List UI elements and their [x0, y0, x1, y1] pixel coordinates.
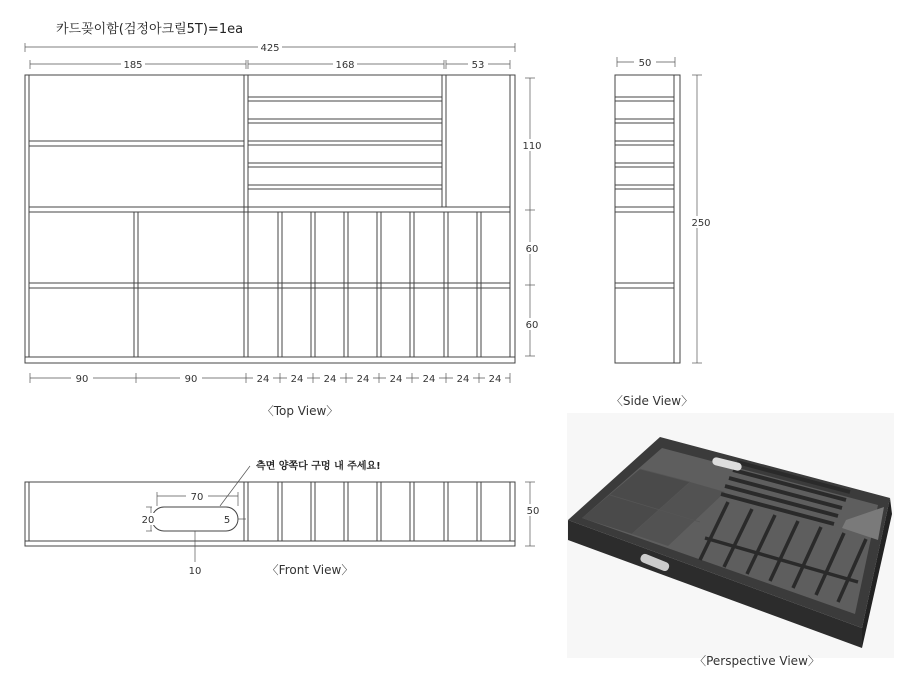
- small-compartment-dividers: [278, 212, 481, 357]
- height-label-3: 60: [525, 320, 539, 331]
- dim-slot-height: [139, 507, 157, 531]
- bottom-width-label-3: 24: [256, 374, 270, 385]
- side-height-label: 250: [691, 218, 711, 229]
- dim-bottom-widths: [30, 372, 510, 385]
- bottom-width-label-4: 24: [290, 374, 304, 385]
- bottom-width-label-5: 24: [323, 374, 337, 385]
- bottom-width-label-8: 24: [422, 374, 436, 385]
- dim-top-widths: [30, 58, 510, 71]
- slot-edge-label: 5: [223, 515, 231, 526]
- drawing-title: 카드꽂이함(검정아크릴5T)=1ea: [56, 22, 244, 37]
- side-view-outline: [615, 75, 680, 363]
- perspective-view-caption: 〈Perspective View〉: [694, 654, 820, 668]
- dim-slot-bottom: [189, 531, 202, 577]
- slot-length-label: 70: [190, 492, 204, 503]
- dim-heights: [521, 78, 543, 356]
- dim-slot-edge: [224, 515, 246, 526]
- bottom-width-label-9: 24: [456, 374, 470, 385]
- slot-bottom-label: 10: [188, 566, 202, 577]
- card-slot-shelves: [248, 97, 442, 189]
- front-height-label: 50: [526, 506, 540, 517]
- front-view: [25, 459, 543, 577]
- bottom-width-label-7: 24: [389, 374, 403, 385]
- width-label-2: 168: [335, 60, 355, 71]
- width-label-3: 53: [471, 60, 485, 71]
- height-label-1: 110: [522, 141, 542, 152]
- side-width-label: 50: [638, 58, 652, 69]
- width-label-1: 185: [123, 60, 143, 71]
- top-view: [25, 41, 543, 418]
- bottom-width-label-2: 90: [184, 374, 198, 385]
- bottom-width-label-6: 24: [356, 374, 370, 385]
- overall-width-label: 425: [260, 43, 280, 54]
- note-text: 측면 양쪽다 구멍 내 주세요!: [256, 461, 381, 472]
- slot-height-label: 20: [141, 515, 155, 526]
- perspective-view: [567, 413, 894, 668]
- dim-overall-width: [25, 41, 515, 54]
- height-label-2: 60: [525, 244, 539, 255]
- side-view-caption: 〈Side View〉: [610, 394, 694, 408]
- side-view: [611, 56, 711, 408]
- front-view-outline: [25, 482, 515, 546]
- front-view-caption: 〈Front View〉: [266, 563, 354, 577]
- top-view-caption: 〈Top View〉: [261, 404, 339, 418]
- bottom-width-label-10: 24: [488, 374, 502, 385]
- bottom-width-label-1: 90: [75, 374, 89, 385]
